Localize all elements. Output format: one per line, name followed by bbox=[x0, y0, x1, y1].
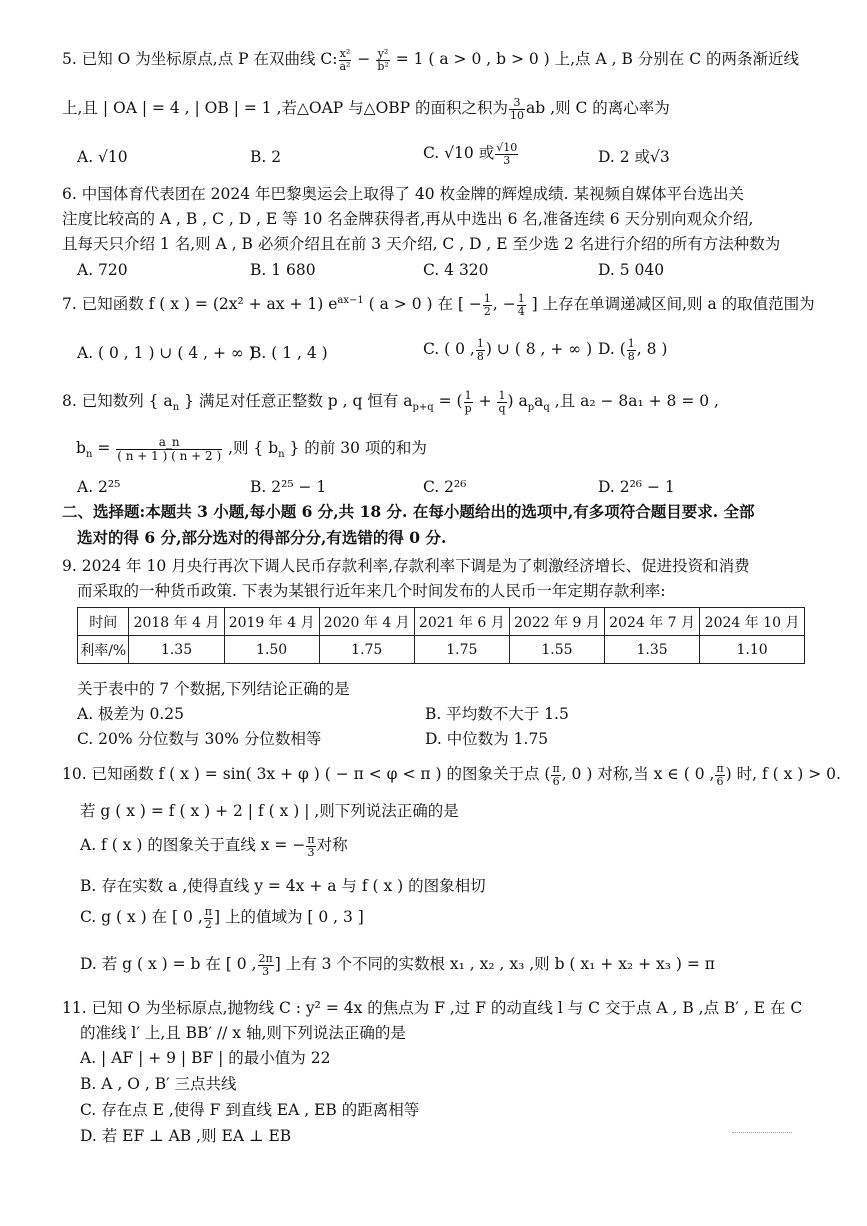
q8-option-a: A. 2²⁵ bbox=[77, 478, 121, 496]
q9-option-d: D. 中位数为 1.75 bbox=[425, 730, 549, 748]
table-header-cell: 2024 年 7 月 bbox=[605, 608, 700, 636]
table-header-cell: 2019 年 4 月 bbox=[224, 608, 319, 636]
table-header-cell: 2020 年 4 月 bbox=[319, 608, 414, 636]
q7-stem: 7. 已知函数 f ( x ) = (2x² + ax + 1) $e^{ax-1}$ ( a > 0 ) 在 [ − $\frac{1}{2}$ , − $\frac{1}{4}$ ] 上存在单调递减区间,则 a 的取值范围为 bbox=[62, 292, 815, 318]
q9-option-c: C. 20% 分位数与 30% 分位数相等 bbox=[77, 730, 322, 748]
q10-stem-line2: 若 g ( x ) = f ( x ) + 2 | f ( x ) | ,则下列说法正确的是 bbox=[80, 802, 459, 820]
q7-option-a: A. ( 0 , 1 ) ∪ ( 4 , + ∞ ) bbox=[77, 344, 255, 362]
table-cell: 1.75 bbox=[414, 636, 509, 664]
q7-option-c: C. ( 0 , $\frac{1}{8}$ ) ∪ ( 8 , + ∞ ) bbox=[423, 337, 593, 363]
q7-option-d: D. ( $\frac{1}{8}$ , 8 ) bbox=[598, 337, 668, 363]
q8-option-b: B. 2²⁵ − 1 bbox=[250, 478, 327, 496]
q6-option-d: D. 5 040 bbox=[598, 261, 665, 279]
q9-option-b: B. 平均数不大于 1.5 bbox=[425, 705, 569, 723]
q10-option-b: B. 存在实数 a ,使得直线 y = 4x + a 与 f ( x ) 的图象相切 bbox=[80, 877, 486, 895]
q5-option-b: B. 2 bbox=[250, 148, 282, 166]
hyperbola-y-fraction: $\frac{\text{y²}}{\text{b²}}$ bbox=[377, 47, 389, 73]
table-header-cell: 2022 年 9 月 bbox=[509, 608, 604, 636]
q10-option-a: A. f ( x ) 的图象关于直线 x = − $\frac{\pi}{3}$ 对称 bbox=[80, 833, 348, 859]
q8-stem-line2: $b_n$ = $\frac{a\_n}{( n + 1 ) ( n + 2 )}$ ,则 { $b_n$ } 的前 30 项的和为 bbox=[76, 435, 427, 463]
q11-stem-line1: 11. 已知 O 为坐标原点,抛物线 C : y² = 4x 的焦点为 F ,过 F 的动直线 l 与 C 交于点 A , B ,点 B′ , E 在 C bbox=[62, 999, 803, 1017]
q11-option-a: A. | AF | + 9 | BF | 的最小值为 22 bbox=[80, 1049, 331, 1067]
q10-option-d: D. 若 g ( x ) = b 在 [ 0 , $\frac{2\pi}{3}$ ] 上有 3 个不同的实数根 x₁ , x₂ , x₃ ,则 b ( x₁ + x₂ + x₃ ) = π bbox=[80, 952, 715, 978]
table-cell: 1.35 bbox=[129, 636, 224, 664]
q7-option-b: B. ( 1 , 4 ) bbox=[250, 344, 328, 362]
table-header-cell: 时间 bbox=[78, 608, 129, 636]
q8-stem-line1: 8. 已知数列 { $a_n$ } 满足对任意正整数 p , q 恒有 $a_{p+q}$ = ( $\frac{1}{p}$ + $\frac{1}{q}$ ) $a_pa_q$ ,且 a₂ − 8a₁ + 8 = 0 , bbox=[62, 389, 719, 415]
q10-stem-line1: 10. 已知函数 f ( x ) = sin( 3x + φ ) ( − π < φ < π ) 的图象关于点 ( $\frac{\pi}{6}$ , 0 ) 对称,当 x ∈ ( 0 , $\frac{\pi}{6}$ ) 时, f ( x ) > 0. bbox=[62, 762, 841, 788]
section2-heading-line1: 二、选择题:本题共 3 小题,每小题 6 分,共 18 分. 在每小题给出的选项中,有多项符合题目要求. 全部 bbox=[62, 502, 755, 521]
table-cell: 1.75 bbox=[319, 636, 414, 664]
table-cell: 1.10 bbox=[700, 636, 805, 664]
q9-option-a: A. 极差为 0.25 bbox=[77, 705, 184, 723]
section2-heading-line2: 选对的得 6 分,部分选对的得部分分,有选错的得 0 分. bbox=[77, 528, 447, 547]
q5-option-a: A. √10 bbox=[77, 148, 128, 166]
q6-option-b: B. 1 680 bbox=[250, 261, 316, 279]
q11-option-b: B. A , O , B′ 三点共线 bbox=[80, 1075, 237, 1093]
hyperbola-x-fraction: $\frac{\text{x²}}{\text{a²}}$ bbox=[339, 47, 351, 73]
q5-stem-line2: 上,且 | OA | = 4 , | OB | = 1 ,若△OAP 与△OBP 的面积之积为 $\frac{3}{10}$ ab ,则 C 的离心率为 bbox=[62, 96, 670, 122]
table-header-row bbox=[78, 608, 805, 636]
table-cell: 1.55 bbox=[509, 636, 604, 664]
table-cell: 利率/% bbox=[78, 636, 129, 664]
q10-option-c: C. g ( x ) 在 [ 0 , $\frac{\pi}{2}$ ] 上的值域为 [ 0 , 3 ] bbox=[80, 905, 364, 931]
q6-stem-line3: 且每天只介绍 1 名,则 A , B 必须介绍且在前 3 天介绍, C , D , E 至少选 2 名进行介绍的所有方法种数为 bbox=[62, 235, 781, 253]
q8-option-d: D. 2²⁶ − 1 bbox=[598, 478, 675, 496]
q6-stem-line1: 6. 中国体育代表团在 2024 年巴黎奥运会上取得了 40 枚金牌的辉煌成绩. 某视频自媒体平台选出关 bbox=[62, 185, 744, 203]
interest-rate-table bbox=[77, 607, 805, 664]
table-header-cell: 2021 年 6 月 bbox=[414, 608, 509, 636]
area-fraction: $\frac{3}{10}$ bbox=[510, 96, 525, 122]
q9-stem-line2: 而采取的一种货币政策. 下表为某银行近年来几个时间发布的人民币一年定期存款利率: bbox=[77, 582, 666, 600]
q5-stem-line1: 5. 已知 O 为坐标原点,点 P 在双曲线 C: $\frac{\text{x²}}{\text{a²}}$ − $\frac{\text{y²}}{\text{b²}}$ = 1 ( a > 0 , b > 0 ) 上,点 A , B 分别在 C 的两条渐近线 bbox=[62, 47, 799, 73]
q6-option-c: C. 4 320 bbox=[423, 261, 489, 279]
q6-option-a: A. 720 bbox=[77, 261, 128, 279]
q9-stem-line1: 9. 2024 年 10 月央行再次下调人民币存款利率,存款利率下调是为了刺激经济增长、促进投资和消费 bbox=[62, 557, 750, 575]
table-cell: 1.50 bbox=[224, 636, 319, 664]
q11-option-c: C. 存在点 E ,使得 F 到直线 EA , EB 的距离相等 bbox=[80, 1101, 420, 1119]
table-cell: 1.35 bbox=[605, 636, 700, 664]
table-header-cell: 2024 年 10 月 bbox=[700, 608, 805, 636]
q11-stem-line2: 的准线 l′ 上,且 BB′ // x 轴,则下列说法正确的是 bbox=[80, 1024, 406, 1042]
q9-stem-line3: 关于表中的 7 个数据,下列结论正确的是 bbox=[77, 680, 350, 698]
q6-stem-line2: 注度比较高的 A , B , C , D , E 等 10 名金牌获得者,再从中选出 6 名,准备连续 6 天分别向观众介绍, bbox=[62, 210, 754, 228]
q11-option-d: D. 若 EF ⊥ AB ,则 EA ⊥ EB bbox=[80, 1127, 292, 1145]
scan-dot-mark bbox=[732, 1128, 792, 1133]
q5-text: 5. 已知 O 为坐标原点,点 P 在双曲线 C: bbox=[62, 50, 338, 69]
table-header-cell: 2018 年 4 月 bbox=[129, 608, 224, 636]
table-row bbox=[78, 636, 805, 664]
q8-option-c: C. 2²⁶ bbox=[423, 478, 467, 496]
q5-option-d: D. 2 或√3 bbox=[598, 148, 670, 166]
q5-option-c: C. √10 或 $\frac{√10}{3}$ bbox=[423, 141, 518, 167]
